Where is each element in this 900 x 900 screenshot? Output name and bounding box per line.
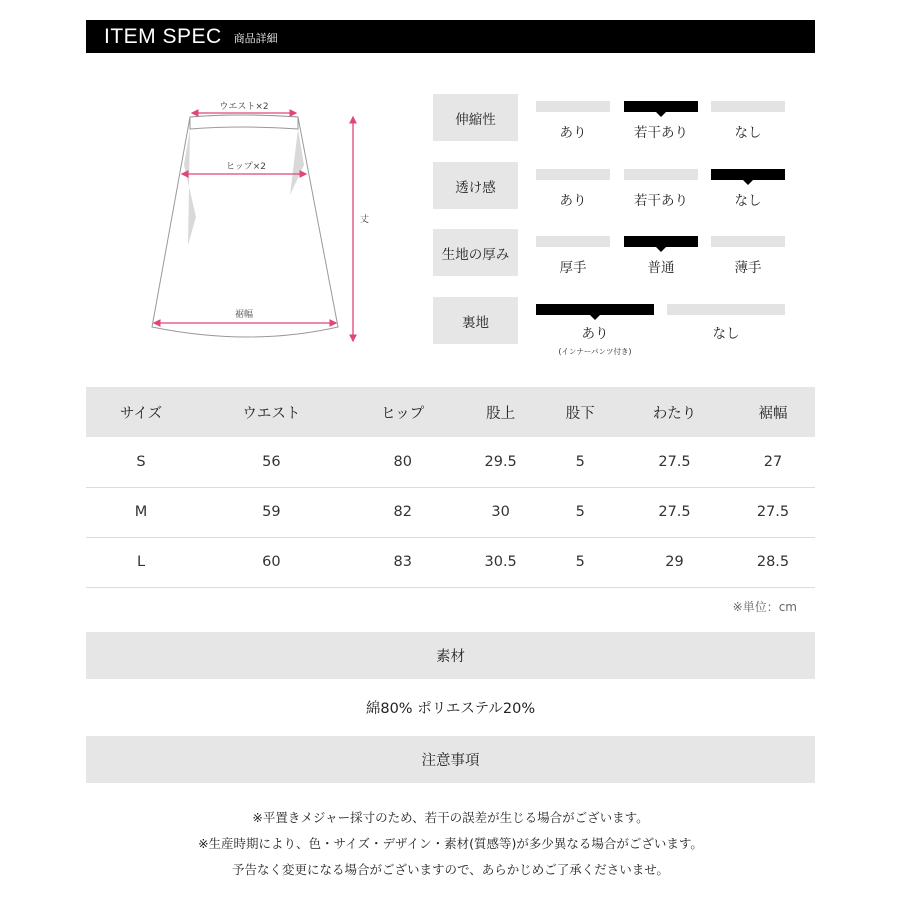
skirt-measurement-diagram xyxy=(140,95,380,355)
header-subtitle: 商品詳細 xyxy=(233,32,278,45)
table-cell: 60 xyxy=(196,537,347,587)
table-cell: 80 xyxy=(347,437,459,487)
spec-option xyxy=(536,101,610,141)
column-header: わたり xyxy=(618,387,731,437)
option-label: 薄手 xyxy=(734,260,762,276)
table-cell: 83 xyxy=(347,537,459,587)
option-indicator xyxy=(536,169,610,180)
option-label: なし xyxy=(734,125,762,141)
table-cell: 29.5 xyxy=(459,437,543,487)
option-label: あり xyxy=(559,193,587,209)
table-cell: 30.5 xyxy=(459,537,543,587)
table-row xyxy=(86,537,815,587)
skirt-outline xyxy=(152,115,338,337)
option-indicator-selected xyxy=(624,101,698,112)
option-note: (インナーパンツ付き) xyxy=(558,347,632,356)
spec-row-stretch xyxy=(433,94,785,141)
table-cell: L xyxy=(86,537,196,587)
spec-row-thickness xyxy=(433,229,785,276)
column-header: 股下 xyxy=(543,387,618,437)
header-title: ITEM SPEC xyxy=(104,24,222,48)
spec-option xyxy=(624,169,698,209)
notes-block xyxy=(86,805,815,883)
option-label: 若干あり xyxy=(634,125,688,141)
column-header: ウエスト xyxy=(196,387,347,437)
spec-option-selected xyxy=(536,304,654,357)
option-label: なし xyxy=(712,326,740,342)
column-header: サイズ xyxy=(86,387,196,437)
table-cell: 27.5 xyxy=(731,487,815,537)
option-indicator xyxy=(667,304,785,315)
table-cell: 28.5 xyxy=(731,537,815,587)
skirt-waistband xyxy=(190,115,298,129)
option-indicator-selected xyxy=(711,169,785,180)
column-header: 股上 xyxy=(459,387,543,437)
option-indicator-selected xyxy=(624,236,698,247)
option-indicator xyxy=(536,101,610,112)
spec-option xyxy=(536,169,610,209)
table-cell: 82 xyxy=(347,487,459,537)
size-table xyxy=(86,387,815,588)
waist-label: ウエスト×2 xyxy=(219,102,269,112)
column-header: ヒップ xyxy=(347,387,459,437)
option-label: 若干あり xyxy=(634,193,688,209)
option-label: あり xyxy=(581,326,609,342)
length-label: 丈 xyxy=(360,215,370,225)
material-heading: 素材 xyxy=(86,632,815,679)
note-line: ※生産時期により、色・サイズ・デザイン・素材(質感等)が多少異なる場合がございます。 xyxy=(198,836,703,851)
spec-label-lining: 裏地 xyxy=(433,297,518,344)
unit-note: ※単位：cm xyxy=(732,600,797,614)
table-header-row xyxy=(86,387,815,437)
table-cell: 27 xyxy=(731,437,815,487)
hip-label: ヒップ×2 xyxy=(226,162,266,172)
spec-option xyxy=(711,101,785,141)
option-indicator xyxy=(711,236,785,247)
table-cell: 27.5 xyxy=(618,487,731,537)
skirt-illustration xyxy=(140,95,380,355)
material-value: 綿80% ポリエステル20% xyxy=(365,700,536,717)
item-spec-header xyxy=(86,20,815,53)
table-row xyxy=(86,487,815,537)
table-cell: 29 xyxy=(618,537,731,587)
hem-label: 裾幅 xyxy=(234,310,254,320)
spec-option xyxy=(536,236,610,276)
column-header: 裾幅 xyxy=(731,387,815,437)
table-cell: 5 xyxy=(543,437,618,487)
table-cell: M xyxy=(86,487,196,537)
table-cell: 5 xyxy=(543,537,618,587)
spec-label-stretch: 伸縮性 xyxy=(433,94,518,141)
option-label: 普通 xyxy=(647,260,675,276)
option-label: なし xyxy=(734,193,762,209)
table-cell: 56 xyxy=(196,437,347,487)
option-label: あり xyxy=(559,125,587,141)
option-indicator xyxy=(711,101,785,112)
table-cell: S xyxy=(86,437,196,487)
spec-label-thickness: 生地の厚み xyxy=(433,229,518,276)
table-row xyxy=(86,437,815,487)
spec-option xyxy=(667,304,785,342)
notes-heading: 注意事項 xyxy=(86,736,815,783)
spec-row-lining xyxy=(433,297,785,356)
option-label: 厚手 xyxy=(559,260,587,276)
note-line: 予告なく変更になる場合がございますので、あらかじめご了承くださいませ。 xyxy=(232,862,669,877)
spec-row-sheerness xyxy=(433,162,785,209)
spec-label-sheerness: 透け感 xyxy=(433,162,518,209)
spec-option xyxy=(711,236,785,276)
spec-option-selected xyxy=(624,101,698,141)
option-indicator xyxy=(536,236,610,247)
table-cell: 5 xyxy=(543,487,618,537)
note-line: ※平置きメジャー採寸のため、若干の誤差が生じる場合がございます。 xyxy=(252,810,649,825)
table-cell: 30 xyxy=(459,487,543,537)
option-indicator-selected xyxy=(536,304,654,315)
option-indicator xyxy=(624,169,698,180)
spec-option-selected xyxy=(624,236,698,276)
table-cell: 27.5 xyxy=(618,437,731,487)
spec-option-selected xyxy=(711,169,785,209)
table-cell: 59 xyxy=(196,487,347,537)
